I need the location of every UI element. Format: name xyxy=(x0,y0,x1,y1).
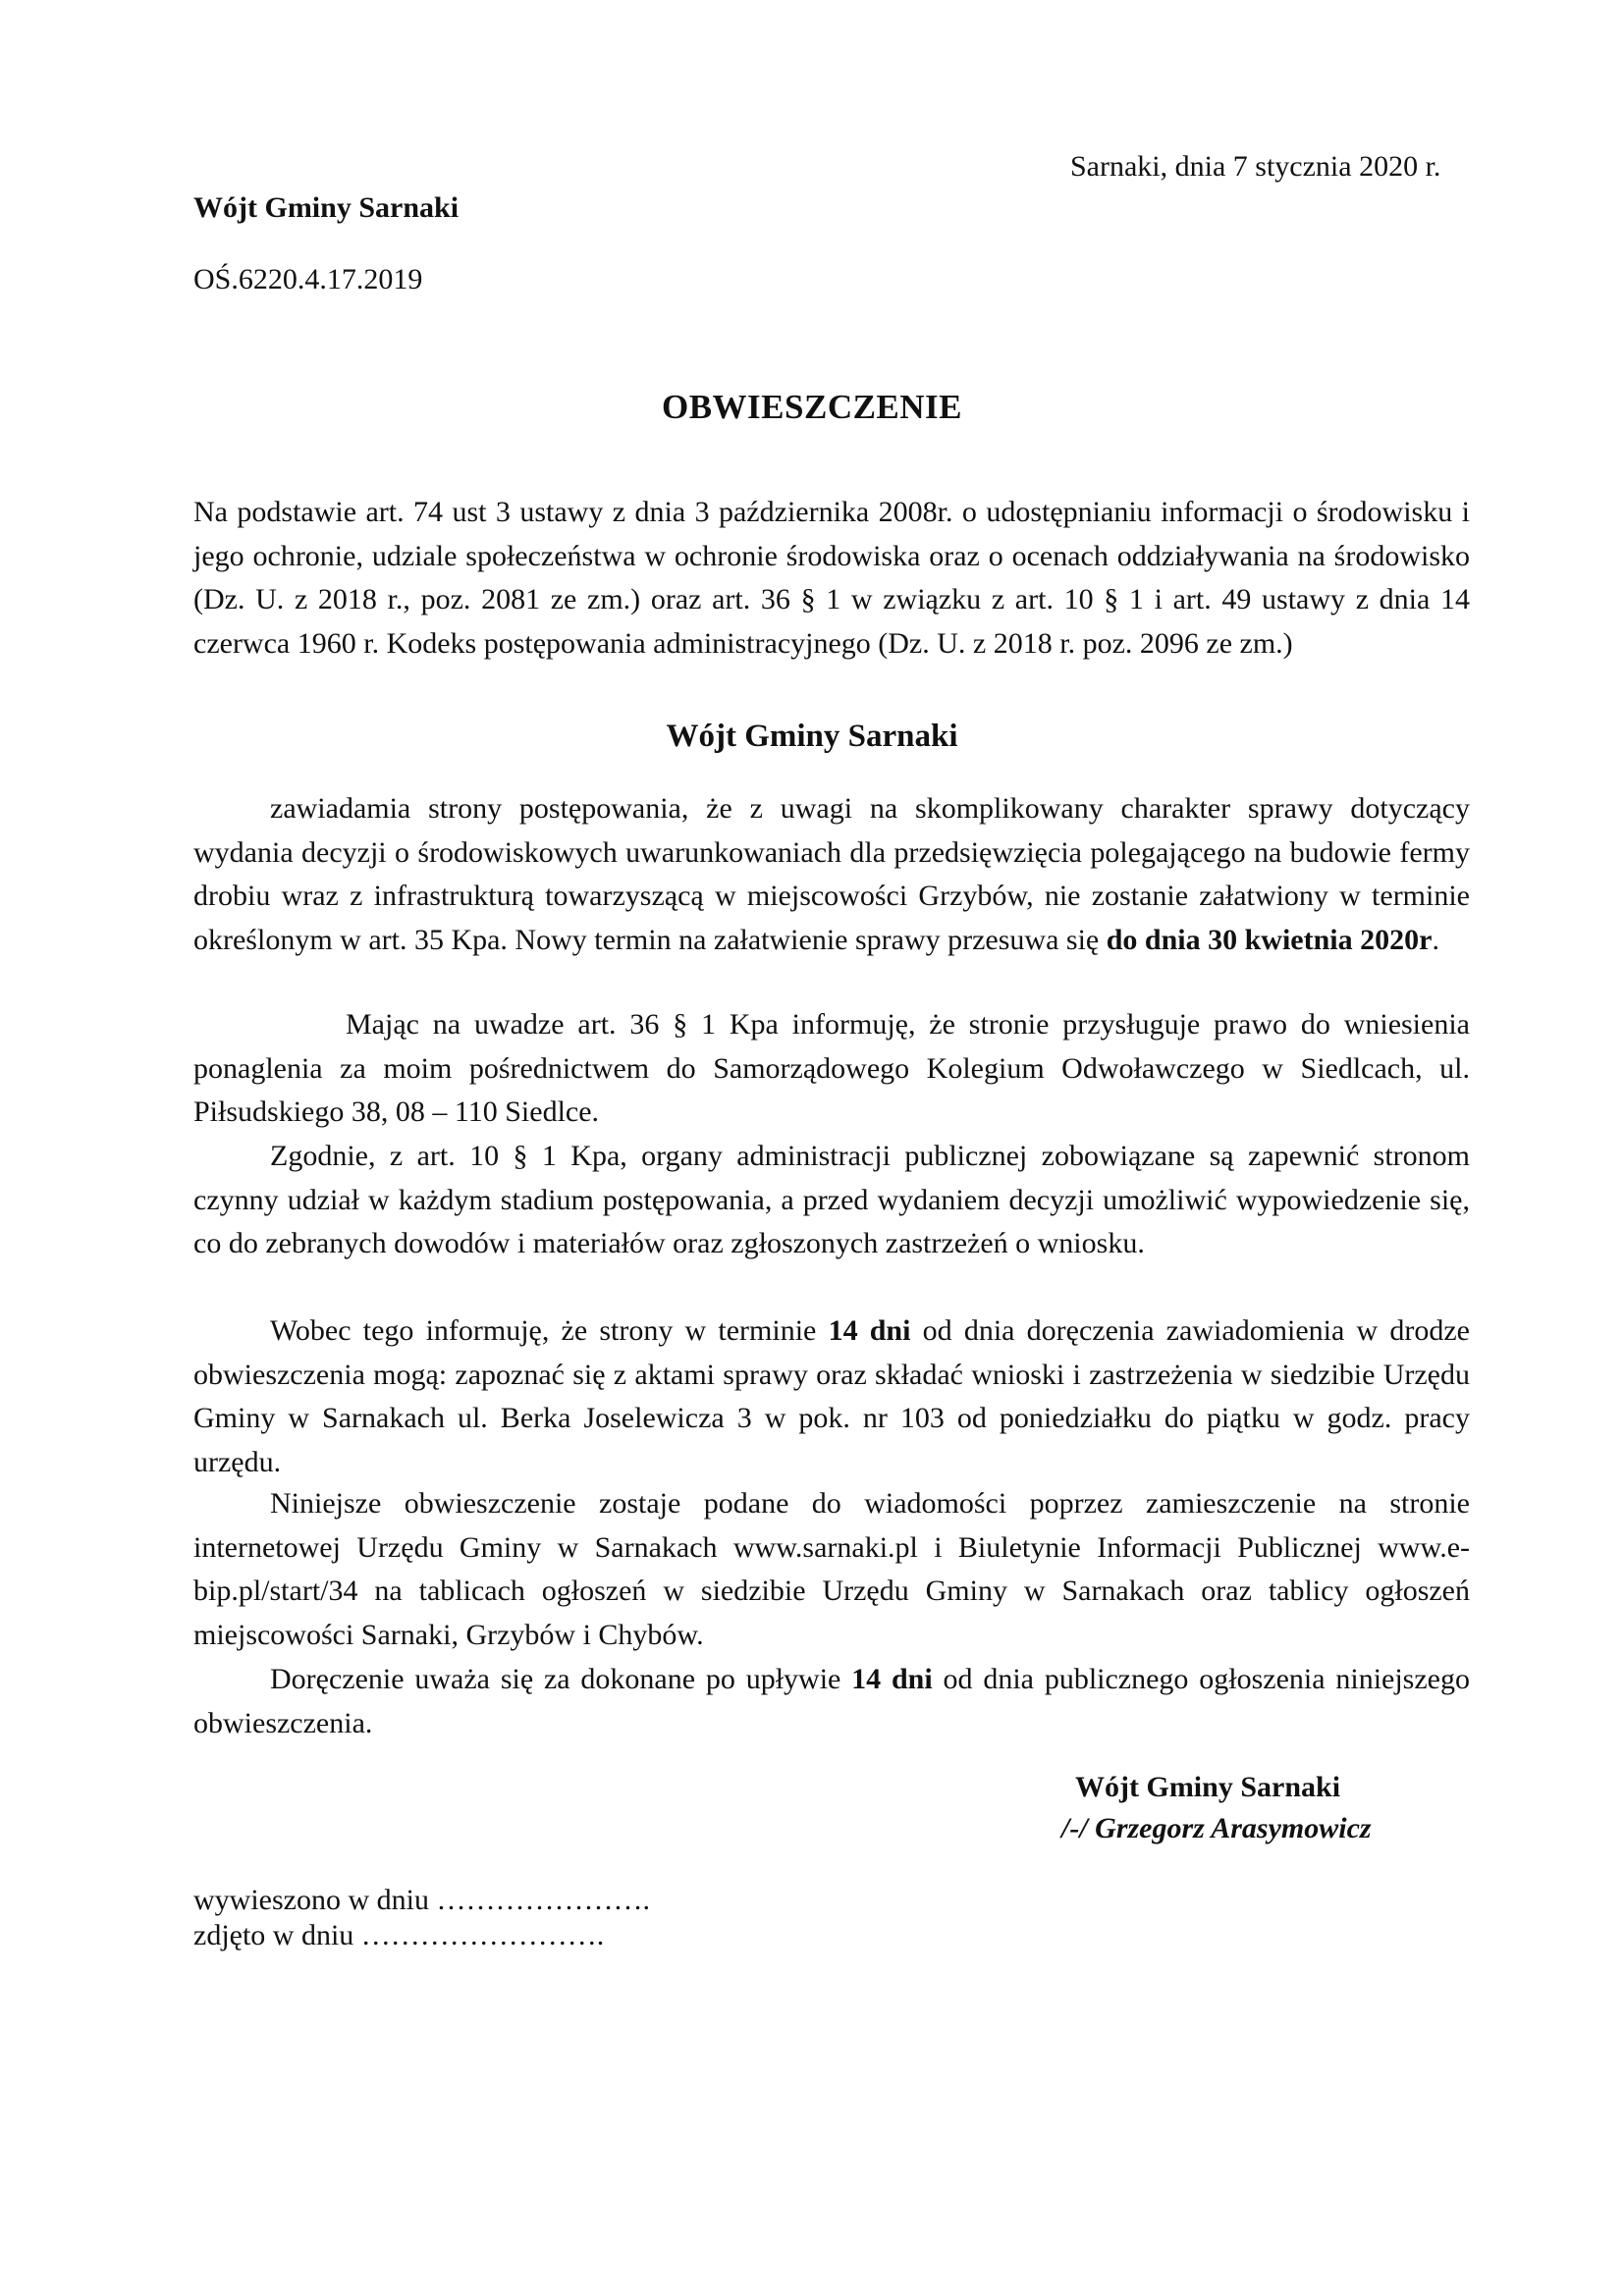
paragraph-text-end: . xyxy=(1432,923,1439,956)
paragraph-text: Wobec tego informuję, że strony w terminie xyxy=(270,1314,829,1347)
place-date: Sarnaki, dnia 7 stycznia 2020 r. xyxy=(1070,150,1441,183)
paragraph-text-end: od dnia publicznego ogłoszenia niniejszego obwieszczenia. xyxy=(193,1663,1470,1739)
signature-name: /-/ Grzegorz Arasymowicz xyxy=(1061,1812,1372,1844)
posted-date-line: wywieszono w dniu …………………. xyxy=(193,1884,650,1916)
paragraph-delivery xyxy=(193,1658,1470,1745)
paragraph-text: Doręczenie uważa się za dokonane po upływie xyxy=(270,1663,852,1695)
paragraph-text: zawiadamia strony postępowania, że z uwagi na skomplikowany charakter sprawy dotyczący wydania decyzji o środowiskowych uwarunkowaniach dla przedsięwzięcia polegającego na budowie fermy drobiu wraz z infrastrukturą towarzyszącą w miejscowości Grzybów, nie zostanie załatwiony w terminie określonym w art. 35 Kpa. Nowy termin na załatwienie sprawy przesuwa się xyxy=(193,792,1470,956)
reference-number: OŚ.6220.4.17.2019 xyxy=(193,263,423,295)
paragraph-participation: Zgodnie, z art. 10 § 1 Kpa, organy administracji publicznej zobowiązane są zapewnić stronom czynny udział w każdym stadium postępowania, a przed wydaniem decyzji umożliwić wypowiedzenie się, co do zebranych dowodów i materiałów oraz zgłoszonych zastrzeżeń o wniosku. xyxy=(193,1140,1470,1259)
removed-date-line: zdjęto w dniu ……………………. xyxy=(193,1919,605,1951)
legal-basis-paragraph: Na podstawie art. 74 ust 3 ustawy z dnia 3 października 2008r. o udostępnianiu informacji o środowisku i jego ochronie, udziale społeczeństwa w ochronie środowiska oraz o ocenach oddziaływania na środowisko (Dz. U. z 2018 r., poz. 2081 ze zm.) oraz art. 36 § 1 w związku z art. 10 § 1 i art. 49 ustawy z dnia 14 czerwca 1960 r. Kodeks postępowania administracyjnego (Dz. U. z 2018 r. poz. 2096 ze zm.) xyxy=(193,496,1470,660)
paragraph-text-end: od dnia doręczenia zawiadomienia w drodze obwieszczenia mogą: zapoznać się z aktami sprawy oraz składać wnioski i zastrzeżenia w siedzibie Urzędu Gminy w Sarnakach ul. Berka Joselewicza 3 w pok. nr 103 od poniedziałku do piątku w godz. pracy urzędu. xyxy=(193,1314,1470,1478)
document-title: OBWIESZCZENIE xyxy=(661,388,963,426)
paragraph-publication: Niniejsze obwieszczenie zostaje podane do wiadomości poprzez zamieszczenie na stronie internetowej Urzędu Gminy w Sarnakach www.sarnaki.pl i Biuletynie Informacji Publicznej www.e-bip.pl/start/34 na tablicach ogłoszeń w siedzibie Urzędu Gminy w Sarnakach oraz tablicy ogłoszeń miejscowości Sarnaki, Grzybów i Chybów. xyxy=(193,1487,1470,1651)
signature-block xyxy=(1061,1767,1372,1849)
deadline-days: 14 dni xyxy=(828,1314,911,1347)
paragraph-appeal: Mając na uwadze art. 36 § 1 Kpa informuję, że stronie przysługuje prawo do wniesienia ponaglenia za moim pośrednictwem do Samorządowego Kolegium Odwoławczego w Siedlcach, ul. Piłsudskiego 38, 08 – 110 Siedlce. xyxy=(193,1008,1470,1128)
signature-title: Wójt Gminy Sarnaki xyxy=(1075,1771,1341,1803)
delivery-days: 14 dni xyxy=(851,1663,933,1695)
issuer-name: Wójt Gminy Sarnaki xyxy=(193,191,460,224)
new-deadline: do dnia 30 kwietnia 2020r xyxy=(1106,923,1433,956)
posting-record xyxy=(193,1883,650,1953)
paragraph-inspection xyxy=(193,1309,1470,1484)
authority-heading: Wójt Gminy Sarnaki xyxy=(666,719,958,754)
paragraph-notification xyxy=(193,787,1470,962)
